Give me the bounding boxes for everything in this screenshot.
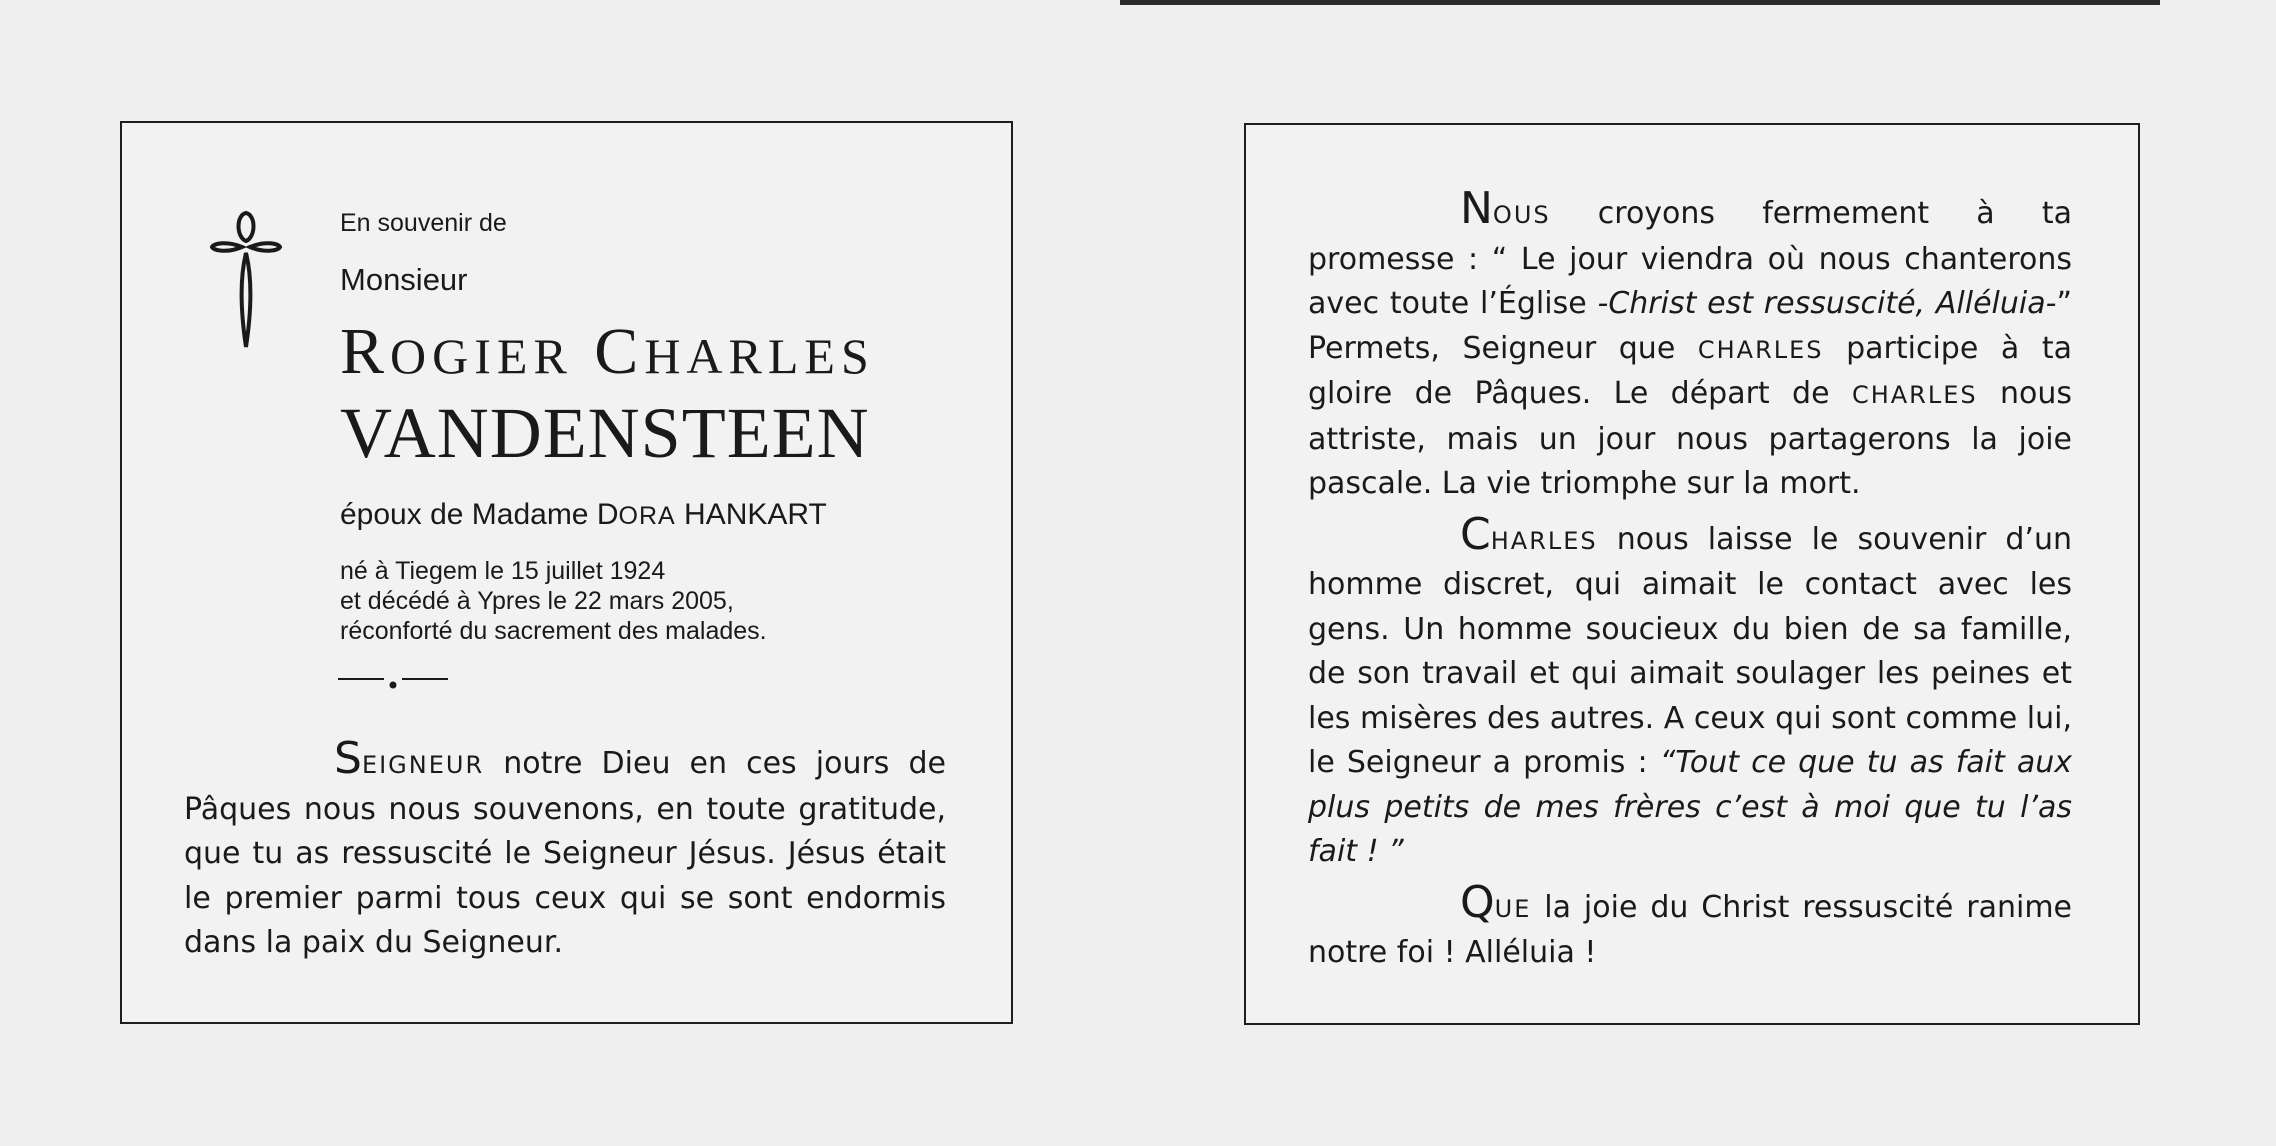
name-smallcaps: CHARLES [1851, 381, 1978, 409]
text-segment: croyons fermement à ta promesse : “ Le jour viendra où nous chanterons avec toute l’Église [1308, 196, 2072, 321]
second-name-initial: C [594, 315, 645, 388]
in-memory-label: En souvenir de [340, 209, 507, 237]
name-smallcaps: CHARLES [1697, 335, 1824, 364]
spouse-first-rest: ORA [618, 502, 676, 530]
text-segment: nous laisse le souvenir d’un homme discret, qui aimait le contact avec les gens. Un homme soucieux du bien de sa famille, de son travail et qui aimait soulager les peines et les misères des autres. A ceux qui sont comme lui, le Seigneur a promis : [1308, 521, 2072, 780]
spouse-surname: HANKART [684, 498, 827, 531]
spouse-line [340, 498, 990, 532]
second-name-rest: HARLES [644, 328, 875, 384]
spouse-prefix: époux de Madame [340, 498, 589, 531]
deceased-info [340, 209, 990, 646]
first-name-initial: R [340, 315, 391, 388]
cross-icon [206, 207, 286, 353]
smallcaps-word: EIGNEUR [361, 751, 485, 779]
smallcaps-word: UE [1494, 894, 1532, 923]
smallcaps-word: OUS [1492, 201, 1551, 229]
birth-line: né à Tiegem le 15 juillet 1924 [340, 557, 666, 585]
spouse-initial: D [596, 498, 619, 531]
prayer-text: notre Dieu en ces jours de Pâques nous nous souvenons, en toute gratitude, que tu as ressuscité le Seigneur Jésus. Jésus était le premier parmi tous ceux qui se sont endormis dans la paix du Seigneur. [184, 746, 946, 960]
paragraph-joy [1308, 876, 2072, 976]
text-segment: participe à ta gloire de Pâques. Le départ de [1308, 330, 2072, 411]
dropcap: N [1460, 183, 1493, 234]
ornament-divider [338, 671, 448, 695]
paragraph-promise [1308, 183, 2072, 507]
italic-quote: -Christ est ressuscité, Alléluia- [1597, 286, 2057, 321]
surname: VANDENSTEEN [340, 393, 870, 473]
smallcaps-word: HARLES [1490, 526, 1598, 555]
sacrament-line: réconforté du sacrement des malades. [340, 617, 767, 645]
card-right-panel [1244, 123, 2140, 1025]
paragraph-memory [1308, 508, 2072, 875]
text-segment: nous attriste, mais un jour nous partagerons la joie pascale. La vie triomphe sur la mort. [1308, 376, 2072, 501]
dropcap: C [1460, 508, 1491, 560]
bio-lines [340, 556, 990, 646]
first-name-rest: OGIER [390, 328, 573, 384]
card-left-panel [120, 121, 1013, 1024]
prayer-right [1308, 183, 2072, 982]
text-segment: la joie du Christ ressuscité ranime notre foi ! Alléluia ! [1308, 889, 2072, 970]
death-line: et décédé à Ypres le 22 mars 2005, [340, 587, 734, 615]
text-segment: ” Permets, Seigneur que [1308, 286, 2072, 366]
dropcap: S [334, 733, 362, 784]
card-fold-edge [1120, 0, 2160, 5]
prayer-left [184, 733, 946, 966]
dropcap: Q [1460, 876, 1495, 928]
italic-quote: “Tout ce que tu as fait aux plus petits de mes frères c’est à moi que tu l’as fait ! ” [1308, 745, 2072, 869]
first-names [340, 316, 990, 392]
title-label: Monsieur [340, 262, 468, 297]
